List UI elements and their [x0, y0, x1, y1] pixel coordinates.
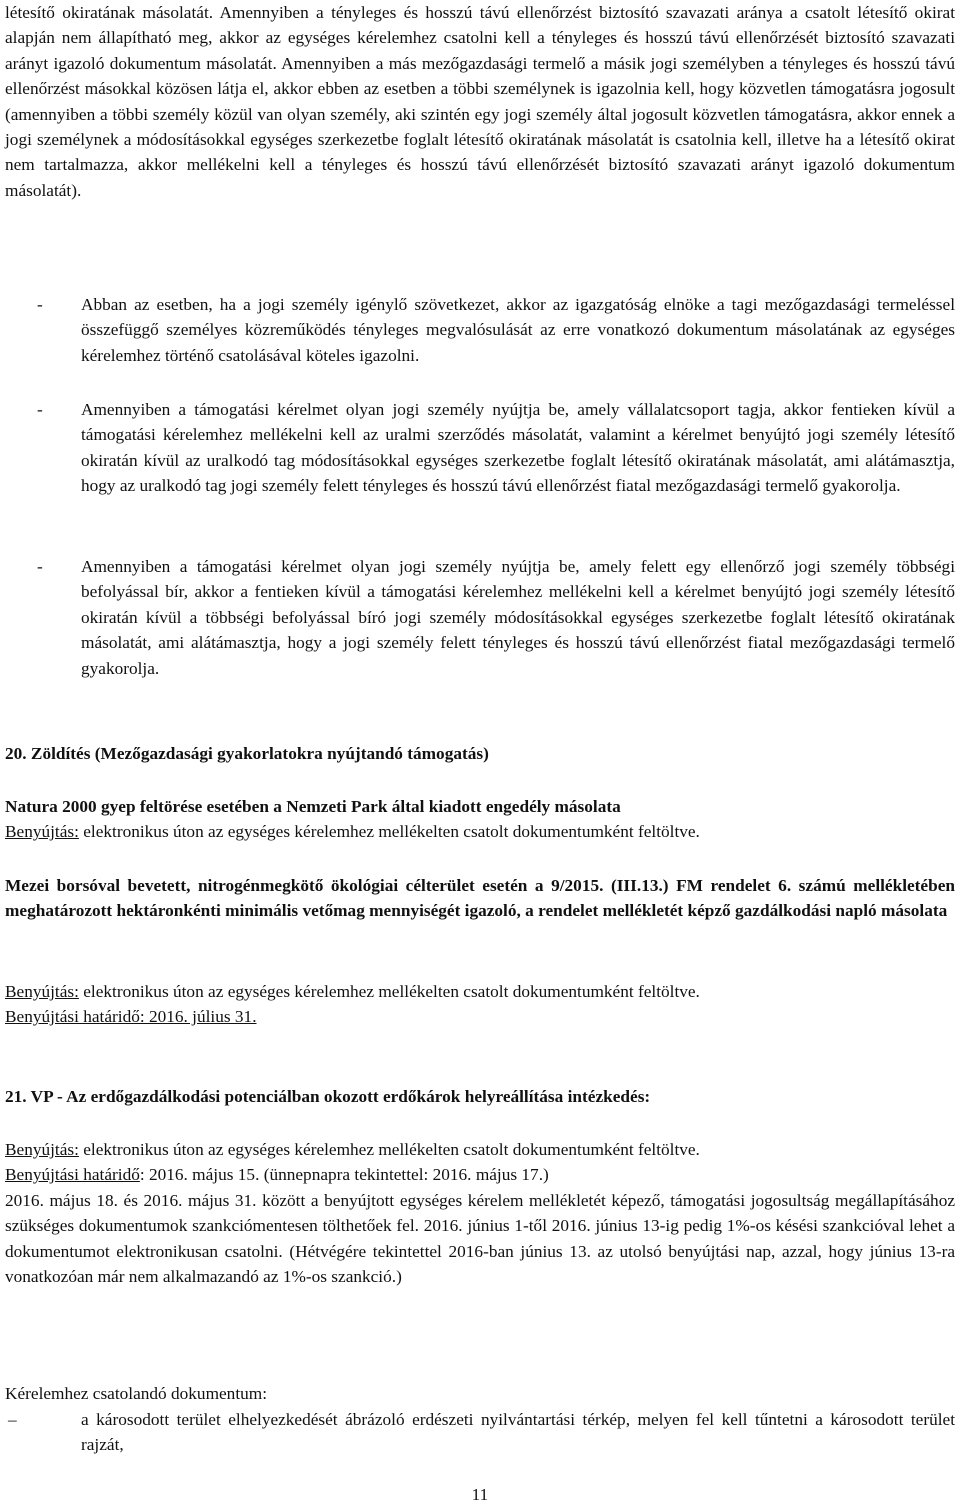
- submission-label: Benyújtás:: [5, 822, 79, 842]
- section-heading: 20. Zöldítés (Mezőgazdasági gyakorlatokra nyújtandó támogatás): [5, 744, 489, 763]
- borso-submission: [5, 979, 955, 1004]
- deadline-text: : 2016. május 15. (ünnepnapra tekintettel: 2016. május 17.): [139, 1165, 549, 1185]
- bullet-text: Amennyiben a támogatási kérelmet olyan jogi személy nyújtja be, amely vállalatcsoport tagja, akkor fentieken kívül a támogatási kérelemhez mellékelni kell az uralmi szerződés másolatát, valamint a kérelmet benyújtó jogi személy létesítő okiratán kívül az uralkodó tag módosításokkal egységes szerkezetbe foglalt létesítő okiratának másolatát, ami alátámasztja, hogy az uralkodó tag jogi személy felett tényleges és hosszú távú ellenőrzést fiatal mezőgazdasági termelő gyakorolja.: [81, 400, 955, 496]
- intro-paragraph: [5, 0, 955, 203]
- section-20-heading: [5, 741, 955, 766]
- borso-block: [5, 873, 955, 924]
- section-21-heading: [5, 1084, 955, 1109]
- bullet-text: Amennyiben a támogatási kérelmet olyan jogi személy nyújtja be, amely felett egy ellenőrző jogi személy többségi befolyással bír, akkor a fentieken kívül a támogatási kérelemhez mellékelni kell a kérelmet benyújtó jogi személy létesítő okiratán kívül a többségi befolyással bíró jogi személy módosításokkal egységes szerkezetbe foglalt létesítő okiratának másolatát, ami alátámasztja, hogy a jogi személy felett tényleges és hosszú távú ellenőrzést fiatal mezőgazdasági termelő gyakorolja.: [81, 557, 955, 678]
- borso-title: Mezei borsóval bevetett, nitrogénmegkötő ökológiai célterület esetén a 9/2015. (III.13.) FM rendelet 6. számú mellékletében meghatározott hektáronkénti minimális vetőmag mennyiségét igazoló, a rendelet mellékletét képző gazdálkodási napló másolata: [5, 876, 955, 921]
- s21-period-text: 2016. május 18. és 2016. május 31. között a benyújtott egységes kérelem mellékletét képező, támogatási jogosultság megállapításához szükséges dokumentumok szankciómentesen tölthetőek fel. 2016. június 1-től 2016. június 13-ig pedig 1%-os késési szankcióval lehet a dokumentumot elektronikusan csatolni. (Hétvégére tekintettel 2016-ban június 13. az utolsó benyújtási nap, azzal, hogy június 13-ra vonatkozóan már nem alkalmazandó az 1%-os szankció.): [5, 1190, 955, 1287]
- natura-submission: [5, 819, 955, 844]
- attachment-label-block: [5, 1381, 955, 1406]
- section-21-body: [5, 1137, 955, 1289]
- natura-title: Natura 2000 gyep feltörése esetében a Nemzeti Park által kiadott engedély másolata: [5, 797, 621, 816]
- bullet-item-majority-influence: [81, 554, 955, 681]
- natura-block: [5, 794, 955, 845]
- bullet-marker: -: [37, 295, 43, 314]
- section-heading: 21. VP - Az erdőgazdálkodási potenciálban okozott erdőkárok helyreállítása intézkedés:: [5, 1087, 651, 1106]
- borso-deadline: Benyújtási határidő: 2016. július 31.: [5, 1007, 257, 1027]
- bullet-text: Abban az esetben, ha a jogi személy igénylő szövetkezet, akkor az igazgatóság elnöke a tagi mezőgazdasági termeléssel összefüggő személyes közreműködés tényleges megvalósulását az erre vonatkozó dokumentum másolatának az egységes kérelemhez történő csatolásával köteles igazolni.: [81, 295, 955, 365]
- intro-text: létesítő okiratának másolatát. Amennyiben a tényleges és hosszú távú ellenőrzést biztosító szavazati aránya a csatolt létesítő okirat alapján nem állapítható meg, akkor az egységes kérelemhez csatolni kell a tényleges és hosszú távú ellenőrzését biztosító szavazati arányt igazoló dokumentum másolatát. Amennyiben a más mezőgazdasági termelő a másik jogi személyben a tényleges és hosszú távú ellenőrzést másokkal közösen látja el, akkor ebben az esetben a többi személynek is igazolnia kell, hogy közvetlen támogatásra jogosult (amennyiben a többi személy közül van olyan személy, aki szintén egy jogi személy által jogosult közvetlen támogatásra, akkor ennek a jogi személynek a módosításokkal egységes szerkezetbe foglalt létesítő okiratának másolatát is csatolnia kell, illetve ha a létesítő okirat nem tartalmazza, akkor mellékelni kell a tényleges és hosszú távú ellenőrzését biztosító szavazati arányt igazoló dokumentum másolatát).: [5, 3, 955, 200]
- page-number: 11: [471, 1485, 489, 1504]
- submission-text: elektronikus úton az egységes kérelemhez mellékelten csatolt dokumentumként feltöltve.: [78, 822, 700, 842]
- attachment-item: [81, 1407, 955, 1458]
- attach-marker: –: [8, 1410, 17, 1429]
- submission-label: Benyújtás:: [5, 982, 79, 1001]
- submission-text: elektronikus úton az egységes kérelemhez mellékelten csatolt dokumentumként feltöltve.: [78, 982, 700, 1001]
- bullet-item-cooperative: [81, 292, 955, 368]
- borso-submission-block: [5, 979, 955, 1030]
- deadline-label: Benyújtási határidő: [5, 1165, 140, 1185]
- attach-item-text: a károsodott terület elhelyezkedését ábrázoló erdészeti nyilvántartási térkép, melyen fel kell tűntetni a károsodott terület rajzát,: [81, 1410, 955, 1455]
- bullet-marker: -: [37, 400, 43, 419]
- submission-text: elektronikus úton az egységes kérelemhez mellékelten csatolt dokumentumként feltöltve.: [78, 1140, 700, 1159]
- s21-deadline: [5, 1162, 955, 1187]
- bullet-item-group-member: [81, 397, 955, 499]
- attach-label: Kérelemhez csatolandó dokumentum:: [5, 1384, 268, 1403]
- submission-label: Benyújtás:: [5, 1140, 79, 1159]
- s21-submission: [5, 1137, 955, 1162]
- bullet-marker: -: [37, 557, 43, 576]
